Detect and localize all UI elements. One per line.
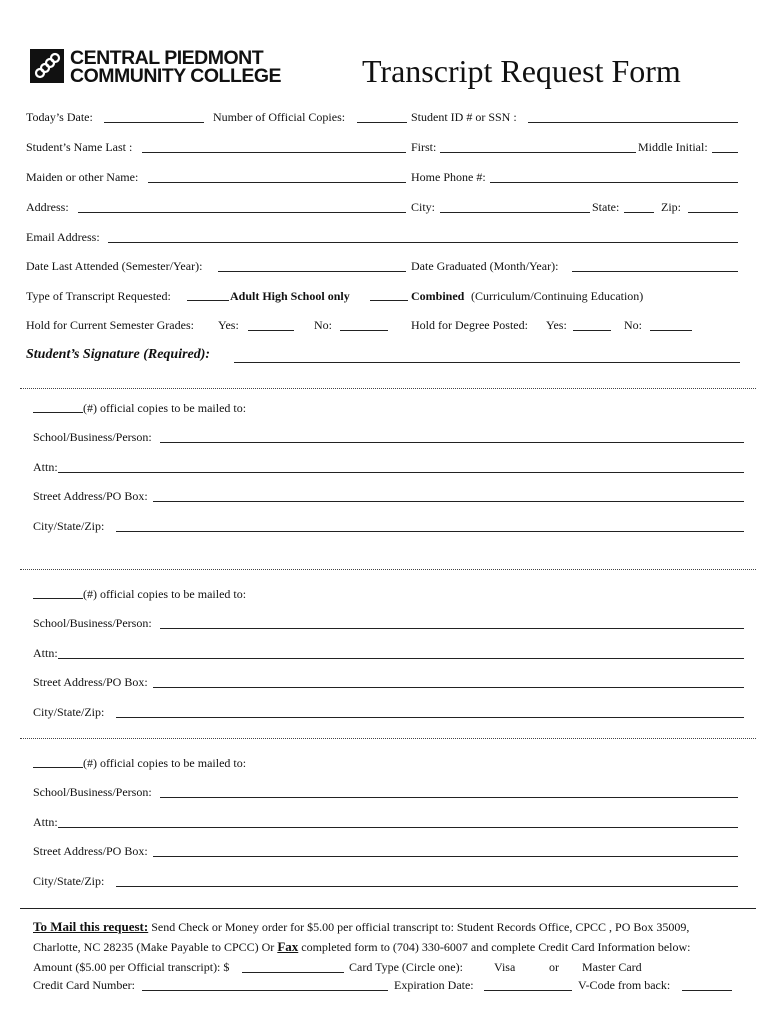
mail3-copies-label: (#) official copies to be mailed to: xyxy=(83,756,247,770)
footer-divider xyxy=(20,908,756,909)
mail2-copies-label: (#) official copies to be mailed to: xyxy=(83,587,247,601)
middle-initial-label: Middle Initial: xyxy=(638,140,708,154)
student-id-field[interactable] xyxy=(528,122,738,123)
mail2-attn-label: Attn: xyxy=(33,646,58,660)
mail2-school-field[interactable] xyxy=(160,628,744,629)
combined-note: (Curriculum/Continuing Education) xyxy=(471,289,644,303)
mail2-city-label: City/State/Zip: xyxy=(33,705,105,719)
amount-field[interactable] xyxy=(242,972,344,973)
todays-date-field[interactable] xyxy=(104,122,204,123)
email-field[interactable] xyxy=(108,242,738,243)
mail1-school-label: School/Business/Person: xyxy=(33,430,152,444)
date-last-attended-label: Date Last Attended (Semester/Year): xyxy=(26,259,203,273)
mail1-copies-label: (#) official copies to be mailed to: xyxy=(83,401,247,415)
transcript-type-label: Type of Transcript Requested: xyxy=(26,289,171,303)
amount-label: Amount ($5.00 per Official transcript): $ xyxy=(33,960,230,974)
combined-checkbox[interactable] xyxy=(370,300,408,301)
hold-degree-no-field[interactable] xyxy=(650,330,692,331)
maiden-name-field[interactable] xyxy=(148,182,406,183)
hold-degree-yes-label: Yes: xyxy=(546,318,567,332)
mail1-attn-label: Attn: xyxy=(33,460,58,474)
mail2-attn-field[interactable] xyxy=(58,658,744,659)
mail1-school-field[interactable] xyxy=(160,442,744,443)
mail1-city-label: City/State/Zip: xyxy=(33,519,105,533)
college-name xyxy=(70,49,281,85)
or-text: or xyxy=(549,960,559,974)
adult-high-school-checkbox[interactable] xyxy=(187,300,229,301)
date-graduated-label: Date Graduated (Month/Year): xyxy=(411,259,559,273)
mail-text2a: Charlotte, NC 28235 (Make Payable to CPCC) Or xyxy=(33,940,275,954)
card-type-label: Card Type (Circle one): xyxy=(349,960,463,974)
mail2-school-label: School/Business/Person: xyxy=(33,616,152,630)
zip-field[interactable] xyxy=(688,212,738,213)
vcode-field[interactable] xyxy=(682,990,732,991)
section-divider xyxy=(20,738,756,739)
mail-instructions-line1 xyxy=(33,920,689,934)
signature-label: Student’s Signature (Required): xyxy=(26,347,211,362)
date-last-attended-field[interactable] xyxy=(218,271,406,272)
hold-semester-no-field[interactable] xyxy=(340,330,388,331)
fax-label: Fax xyxy=(277,939,299,954)
signature-field[interactable] xyxy=(234,362,740,363)
official-copies-label: Number of Official Copies: xyxy=(213,110,346,124)
state-field[interactable] xyxy=(624,212,654,213)
cpcc-logo-mark xyxy=(30,49,64,83)
mail-instructions-line2 xyxy=(33,940,691,954)
hold-semester-no-label: No: xyxy=(314,318,332,332)
section-divider xyxy=(20,388,756,389)
cc-number-label: Credit Card Number: xyxy=(33,978,135,992)
name-last-field[interactable] xyxy=(142,152,406,153)
home-phone-label: Home Phone #: xyxy=(411,170,486,184)
zip-label: Zip: xyxy=(661,200,681,214)
mail1-copies-field[interactable] xyxy=(33,412,83,413)
address-field[interactable] xyxy=(78,212,406,213)
visa-option[interactable]: Visa xyxy=(494,960,516,974)
todays-date-label: Today’s Date: xyxy=(26,110,93,124)
date-graduated-field[interactable] xyxy=(572,271,738,272)
mail3-attn-label: Attn: xyxy=(33,815,58,829)
hold-degree-label: Hold for Degree Posted: xyxy=(411,318,528,332)
master-card-option[interactable]: Master Card xyxy=(582,960,642,974)
mail3-city-label: City/State/Zip: xyxy=(33,874,105,888)
mail3-street-field[interactable] xyxy=(153,856,738,857)
mail2-city-field[interactable] xyxy=(116,717,744,718)
mail3-city-field[interactable] xyxy=(116,886,738,887)
name-last-label: Student’s Name Last : xyxy=(26,140,133,154)
maiden-name-label: Maiden or other Name: xyxy=(26,170,139,184)
mail2-street-label: Street Address/PO Box: xyxy=(33,675,148,689)
vcode-label: V-Code from back: xyxy=(578,978,671,992)
college-name-line2: COMMUNITY COLLEGE xyxy=(70,65,282,87)
combined-label: Combined xyxy=(411,289,465,303)
cc-number-field[interactable] xyxy=(142,990,388,991)
hold-semester-label: Hold for Current Semester Grades: xyxy=(26,318,194,332)
college-name-line1: CENTRAL PIEDMONT xyxy=(70,47,264,69)
email-label: Email Address: xyxy=(26,230,100,244)
state-label: State: xyxy=(592,200,620,214)
mail2-street-field[interactable] xyxy=(153,687,744,688)
mail1-street-label: Street Address/PO Box: xyxy=(33,489,148,503)
mail3-street-label: Street Address/PO Box: xyxy=(33,844,148,858)
hold-semester-yes-label: Yes: xyxy=(218,318,239,332)
student-id-label: Student ID # or SSN : xyxy=(411,110,517,124)
home-phone-field[interactable] xyxy=(490,182,738,183)
hold-degree-yes-field[interactable] xyxy=(573,330,611,331)
mail3-school-field[interactable] xyxy=(160,797,738,798)
mail3-attn-field[interactable] xyxy=(58,827,738,828)
mail-heading: To Mail this request: xyxy=(33,919,149,934)
address-label: Address: xyxy=(26,200,69,214)
city-label: City: xyxy=(411,200,436,214)
mail3-school-label: School/Business/Person: xyxy=(33,785,152,799)
adult-high-school-label: Adult High School only xyxy=(230,289,350,303)
expiration-field[interactable] xyxy=(484,990,572,991)
middle-initial-field[interactable] xyxy=(712,152,738,153)
mail2-copies-field[interactable] xyxy=(33,598,83,599)
official-copies-field[interactable] xyxy=(357,122,407,123)
mail-text2b: completed form to (704) 330-6007 and complete Credit Card Information below: xyxy=(301,940,691,954)
form-title: Transcript Request Form xyxy=(362,53,681,89)
mail1-city-field[interactable] xyxy=(116,531,744,532)
first-name-field[interactable] xyxy=(440,152,636,153)
city-field[interactable] xyxy=(440,212,590,213)
hold-degree-no-label: No: xyxy=(624,318,642,332)
hold-semester-yes-field[interactable] xyxy=(248,330,294,331)
mail1-street-field[interactable] xyxy=(153,501,744,502)
mail3-copies-field[interactable] xyxy=(33,767,83,768)
section-divider xyxy=(20,569,756,570)
expiration-label: Expiration Date: xyxy=(394,978,474,992)
first-name-label: First: xyxy=(411,140,437,154)
mail1-attn-field[interactable] xyxy=(58,472,744,473)
mail-text1: Send Check or Money order for $5.00 per official transcript to: Student Records Office, CPCC , PO Box 35009, xyxy=(151,920,690,934)
